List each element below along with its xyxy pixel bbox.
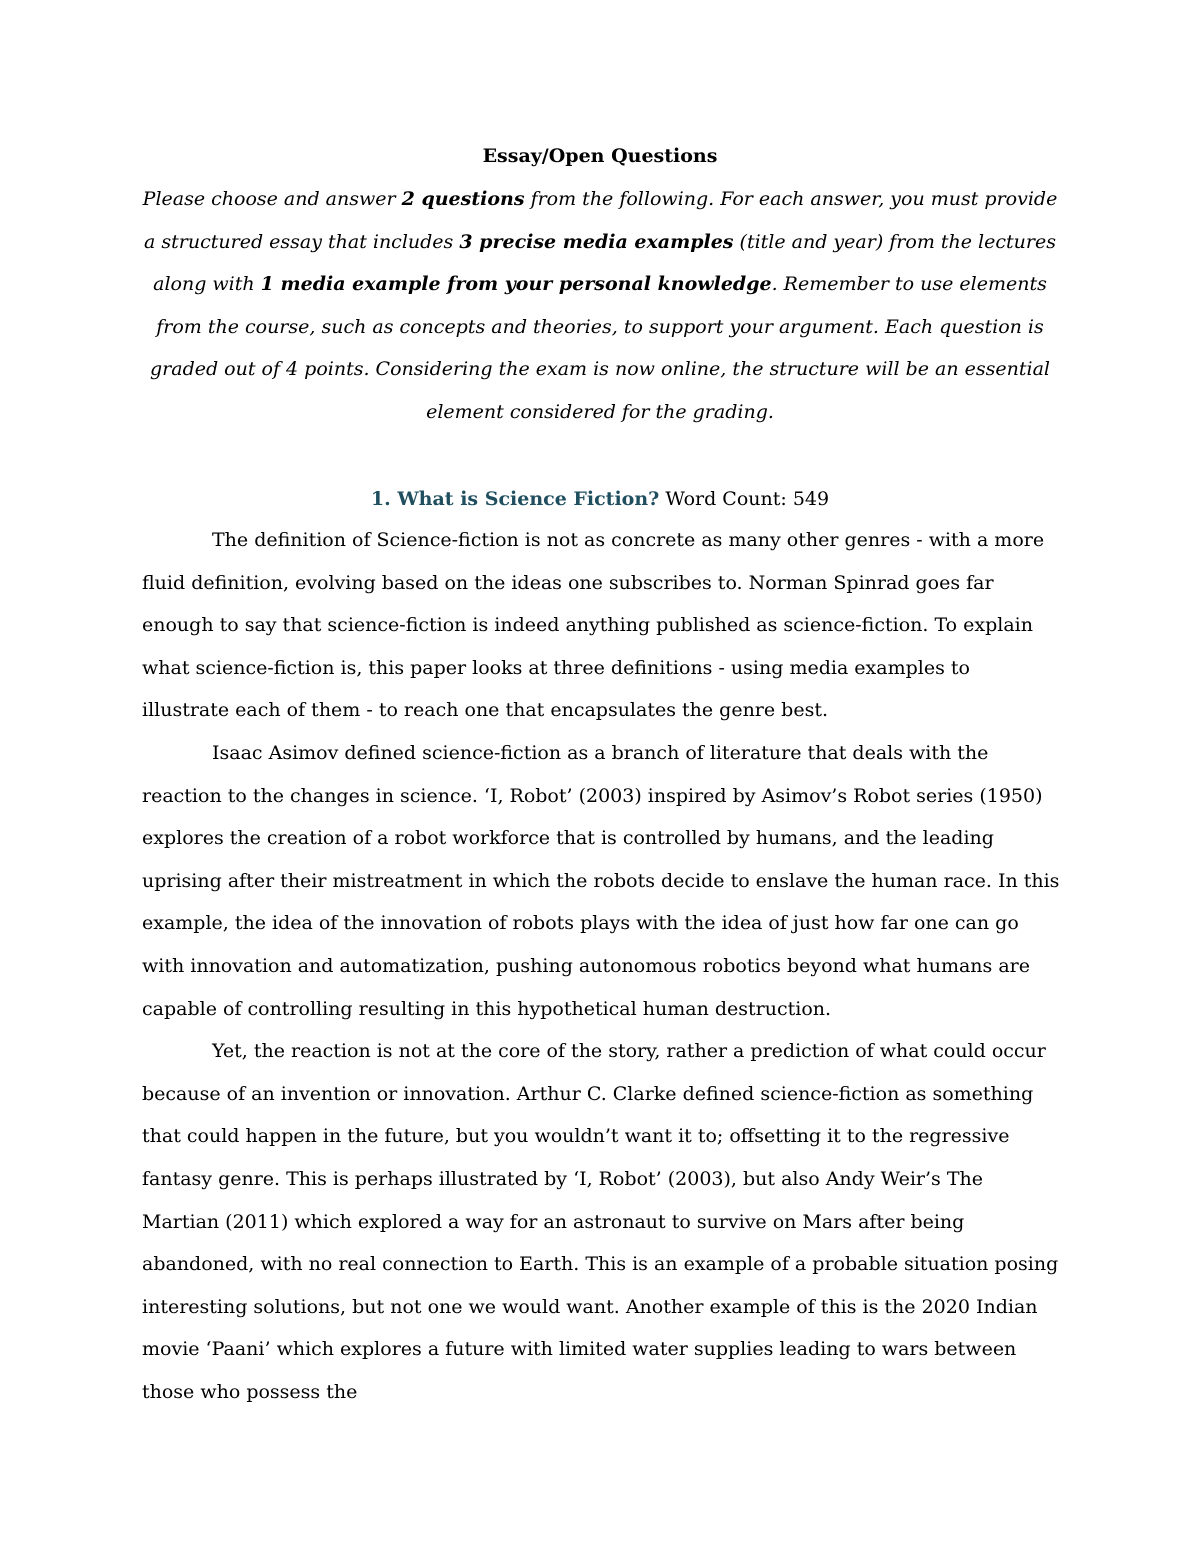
- instructions-bold-3: 1 media example from your personal knowledge: [260, 273, 772, 295]
- essay-body: [142, 519, 1060, 1413]
- essay-paragraph-1: The definition of Science-fiction is not as concrete as many other genres - with a more fluid definition, evolving based on the ideas one subscribes to. Norman Spinrad goes far enough to say that science-fiction is indeed anything published as science-fiction. To explain what science-fiction is, this paper looks at three definitions - using media examples to illustrate each of them - to reach one that encapsulates the genre best.: [142, 529, 1045, 722]
- instructions-text-2: from the following. For each answer, you must provide a structured essay that includes: [144, 188, 1058, 253]
- essay-paragraph-2: Isaac Asimov defined science-fiction as a branch of literature that deals with the reaction to the changes in science. ‘I, Robot’ (2003) inspired by Asimov’s Robot series (1950) explores the creation of a robot workforce that is controlled by humans, and the leading uprising after their mistreatment in which the robots decide to enslave the human race. In this example, the idea of the innovation of robots plays with the idea of just how far one can go with innovation and automatization, pushing autonomous robotics beyond what humans are capable of controlling resulting in this hypothetical human destruction.: [142, 741, 1060, 1020]
- essay-paragraph-3: Yet, the reaction is not at the core of the story, rather a prediction of what could occur because of an invention or innovation. Arthur C. Clarke defined science-fiction as something that could happen in the future, but you wouldn’t want it to; offsetting it to the regressive fantasy genre. This is perhaps illustrated by ‘I, Robot’ (2003), but also Andy Weir’s The Martian (2011) which explored a way for an astronaut to survive on Mars after being abandoned, with no real connection to Earth. This is an example of a probable situation posing interesting solutions, but not one we would want. Another example of this is the 2020 Indian movie ‘Paani’ which explores a future with limited water supplies leading to wars between those who possess the: [142, 1040, 1059, 1403]
- page-title: Essay/Open Questions: [482, 145, 718, 167]
- instructions-bold-1: 2 questions: [401, 188, 525, 210]
- word-count: Word Count: 549: [659, 488, 830, 510]
- question-heading: [0, 478, 1200, 520]
- instructions-text-1: Please choose and answer: [142, 188, 402, 210]
- instructions-bold-2: 3 precise media examples: [459, 230, 734, 253]
- instructions-text-4: . Remember to use elements from the course, such as concepts and theories, to support your argument. Each question is graded out of 4 points. Considering the exam is now online, the structure will be an essential element considered for the grading.: [150, 273, 1050, 423]
- instructions-text-3: (title and year) from the lectures along with: [153, 230, 1056, 295]
- instructions-paragraph: [140, 178, 1060, 433]
- question-title: 1. What is Science Fiction?: [370, 488, 660, 510]
